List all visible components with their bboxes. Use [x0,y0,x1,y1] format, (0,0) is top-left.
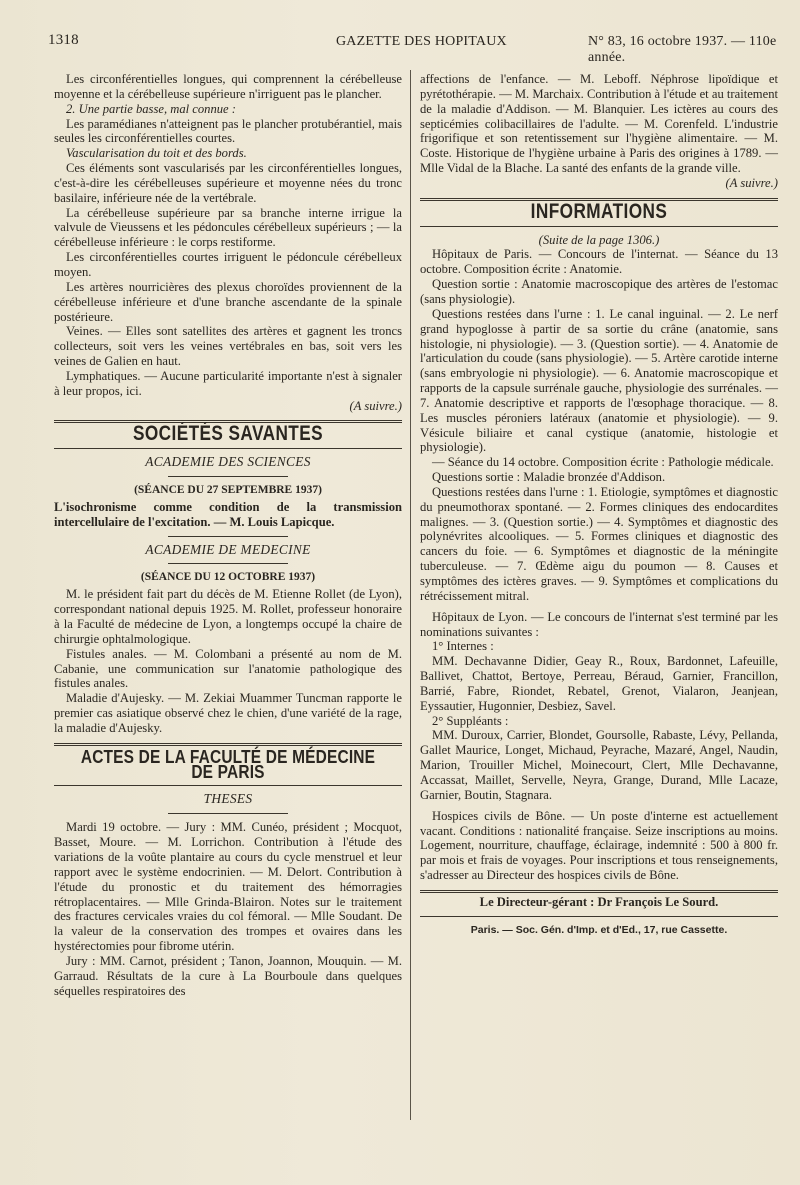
column-divider [410,70,411,1120]
list-label: 1° Internes : [432,639,494,654]
directeur-gerant: Le Directeur-gérant : Dr François Le Sourd. [479,894,719,909]
short-rule [168,476,288,477]
paragraph: Questions restées dans l'urne : 1. Etiologie, symptômes et diagnostic du pneumothorax spontané. — 2. Formes cliniques des endocardites malignes. — 3. (Question sortie.) — 4. Symptômes et diagnostic des polynévrites alcooliques. — 5. Formes cliniques et diagnostic des cancers du foie. — 6. Symptômes et diagnostic de la méningite tuberculeuse. — 7. Œdème aigu du poumon — 8. Causes et symptômes des ictères graves. — 9. Symptômes et complications du rétrécissement mitral. [420,484,778,603]
paragraph: MM. Duroux, Carrier, Blondet, Goursolle, Rabaste, Lévy, Pellanda, Gallet Maurice, Longet, Michaud, Peyrache, Mazaré, Angel, Naudin, Marion, Trouiller Michel, Moinecourt, Clert, Mlle Dechavanne, Accassat, Maillet, Servelle, Neyra, Grange, Durand, Mlle Lacaze, Garnier, Boutin, Stagnara. [420,728,778,802]
short-rule [168,536,288,537]
left-column [54,72,402,998]
academy-sciences-heading: ACADEMIE DES SCIENCES [145,454,311,470]
paragraph: Les circonférentielles courtes irriguent le pédoncule cérébelleux moyen. [54,250,402,279]
section-title-actes: ACTES DE LA FACULTÉ DE MÉDECINE DE PARIS [80,746,376,782]
a-suivre: (A suivre.) [725,175,778,190]
journal-title: GAZETTE DES HOPITAUX [336,34,507,49]
section-rule [54,448,402,449]
section-rule [420,916,778,917]
subheading: Vascularisation du toit et des bords. [66,146,247,161]
section-title-societes: SOCIÉTÉS SAVANTES [132,422,324,446]
paragraph: MM. Dechavanne Didier, Geay R., Roux, Bardonnet, Lafeuille, Ballivet, Chattot, Bertoye, Perreau, Béraud, Garnier, Francillon, Barrié, Fabre, Riondet, Rebatel, Grenot, Vialaron, Jeanjean, Eyssautier, Hugonnier, Desbiez, Savel. [420,654,778,713]
suite-note: (Suite de la page 1306.) [538,232,660,247]
section-rule [54,785,402,786]
paragraph: Hospices civils de Bône. — Un poste d'interne est actuellement vacant. Conditions : nationalité française. Seize inscriptions au moins. Logement, nourriture, chauffage, éclairage, indemnité : 500 à 800 fr. par mois et frais de voyages. Pour inscriptions et tous renseignements, s'adresser au Directeur des hospices civils de Bône. [420,808,778,883]
section-rule [420,226,778,227]
a-suivre: (A suivre.) [349,398,402,413]
academy-medicine-heading: ACADEMIE DE MEDECINE [145,541,311,557]
seance-date: (SÉANCE DU 12 OCTOBRE 1937) [140,571,316,584]
paragraph: M. le président fait part du décès de M. Etienne Rollet (de Lyon), correspondant national depuis 1925. M. Rollet, professeur honoraire à la Faculté de médecine de Lyon, a longtemps occupé la chaire de chirurgie ophtalmologique. [54,587,402,646]
paragraph: 2. Une partie basse, mal connue : [66,101,236,116]
issue-info: N° 83, 16 octobre 1937. — 110e année. [588,34,777,65]
list-label: 2° Suppléants : [432,713,509,728]
page-number: 1318 [48,32,79,48]
theses-heading: THESES [203,791,253,807]
paragraph: Questions sortie : Maladie bronzée d'Addison. [432,470,666,485]
paragraph: Mardi 19 octobre. — Jury : MM. Cunéo, président ; Mocquot, Basset, Moure. — M. Lorrichon. Contribution à l'étude des variations de la voûte plantaire au cours du cycle menstruel et leur rapport avec le système endocrinien. — M. Delort. Contribution à l'étude du pronostic et du traitement des hémorragies rétroplacentaires. — Mlle Grinda-Blairon. Notes sur le traitement des fractures cervicales vraies du col fémoral. — Mlle Soudant. De la valeur de la conservation des trompes et ovaires dans les hystérectomies pour fibrome utérin. [54,820,402,954]
printer-line: Paris. — Soc. Gén. d'Imp. et d'Ed., 17, rue Cassette. [470,923,728,936]
short-rule [168,813,288,814]
paragraph: Questions restées dans l'urne : 1. Le canal inguinal. — 2. Le nerf grand hypoglosse à partir de sa sortie du crâne (anatomie, sans histologie, ni physiologie). — 3. (Question sortie). — 4. Anatomie de l'articulation du coude (sans physiologie). — 5. Artère carotide interne (sans embryologie ni physiologie). — 6. Anatomie macroscopique et rapports de la capsule surrénale gauche, physiologie des surrénales. — 7. Anatomie descriptive et rapports de l'œsophage thoracique. — 8. Les muscles péroniers latéraux (anatomie et physiologie). — 9. Vésicule biliaire et canal cystique (anatomie, histologie et physiologie). [420,306,778,455]
paragraph: — Séance du 14 octobre. Composition écrite : Pathologie médicale. [432,455,774,470]
short-rule [168,563,288,564]
paragraph: Lymphatiques. — Aucune particularité importante n'est à signaler à leur propos, ici. [54,368,402,398]
right-column [420,72,778,938]
paragraph: affections de l'enfance. — M. Leboff. Néphrose lipoïdique et pyrétothérapie. — M. Marchaix. Contribution à l'étude et au traitement de la maladie d'Addison. — M. Blanquier. Les ictères au cours des septicémies colibacillaires de l'adulte. — M. Corenfeld. L'industrie frigorifique et son retentissement sur l'hygiène alimentaire. — M. Coste. Historique de l'hygiène urbaine à Paris des origines à 1789. — Mlle Vidal de la Blache. La santé des enfants de la grande ville. [420,72,778,176]
paragraph: Ces éléments sont vascularisés par les circonférentielles longues, c'est-à-dire les cérébelleuses supérieure et moyenne nées du tronc basilaire, inférieure née de la vertébrale. [54,161,402,205]
paragraph: Hôpitaux de Lyon. — Le concours de l'internat s'est terminé par les nominations suivantes : [420,609,778,639]
seance-date: (SÉANCE DU 27 SEPTEMBRE 1937) [134,484,322,497]
paragraph: Les circonférentielles longues, qui comprennent la cérébelleuse moyenne et la cérébelleuse supérieure n'irriguent pas le plancher. [54,72,402,101]
section-rule [54,743,402,746]
page-header [48,28,793,65]
paragraph: Les paramédianes n'atteignent pas le plancher protubérantiel, mais seules les circonférentielles courtes. [54,116,402,146]
paragraph: Jury : MM. Carnot, président ; Tanon, Joannon, Mouquin. — M. Garraud. Résultats de la cure à La Bourboule dans quelques séquelles respiratoires des [54,953,402,998]
paragraph: Maladie d'Aujesky. — M. Zekiai Muammer Tuncman rapporte le premier cas asiatique observé chez le chien, d'une variété de la rage, la maladie d'Aujesky. [54,691,402,735]
section-title-informations: INFORMATIONS [530,199,668,223]
communication-title: L'isochronisme comme condition de la transmission intercellulaire de l'excitation. — M. Louis Lapicque. [54,499,402,529]
paragraph: Question sortie : Anatomie macroscopique des artères de l'estomac (sans physiologie). [420,277,778,306]
paragraph: Fistules anales. — M. Colombani a présenté au nom de M. Cabanie, une communication sur l'anatomie pathologique des fistules anales. [54,646,402,691]
paragraph: Hôpitaux de Paris. — Concours de l'internat. — Séance du 13 octobre. Composition écrite : Anatomie. [420,247,778,277]
paragraph: La cérébelleuse supérieure par sa branche interne irrigue la valvule de Vieussens et les pédoncules cérébelleux supérieurs ; — la cérébelleuse inférieure : le corps restiforme. [54,205,402,250]
paragraph: Veines. — Elles sont satellites des artères et gagnent les troncs collecteurs, soit vers les veines vertébrales en bas, soit vers les veines de Galien en haut. [54,324,402,369]
section-rule [420,890,778,893]
paragraph: Les artères nourricières des plexus choroïdes proviennent de la cérébelleuse inférieure et d'une branche ascendante de la spinale postérieure. [54,279,402,324]
